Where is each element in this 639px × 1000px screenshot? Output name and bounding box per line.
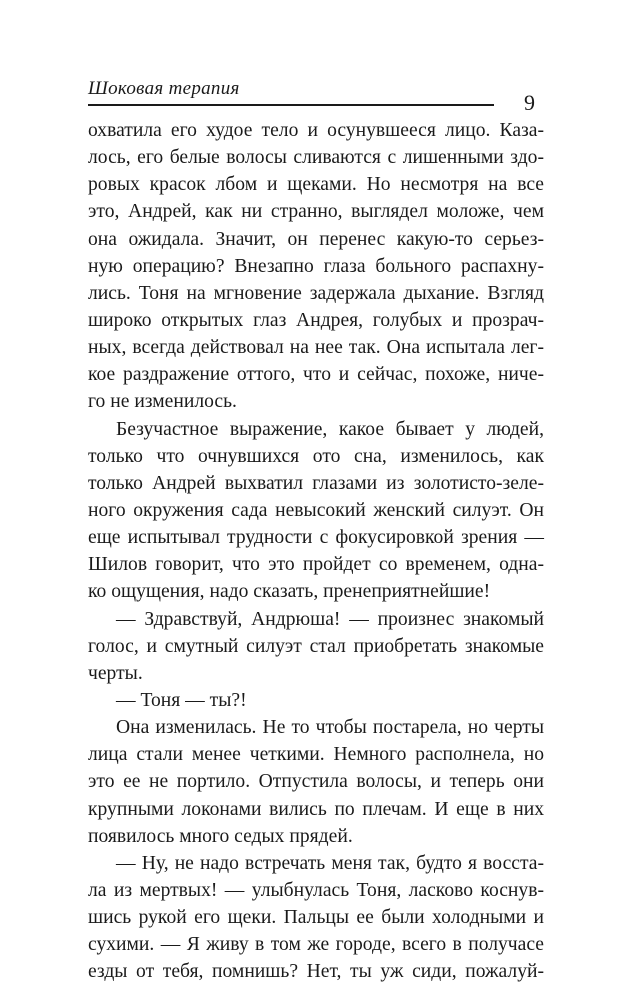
text-line: появилось много седых прядей. bbox=[88, 825, 353, 847]
text-line: крупными локонами вились по плечам. И еще в них bbox=[88, 798, 544, 820]
text-line: она ожидала. Значит, он перенес какую-то серьез- bbox=[88, 228, 544, 250]
text-line: ных, всегда действовал на нее так. Она испытала лег- bbox=[88, 337, 544, 359]
text-line: Шилов говорит, что это пройдет со временем, одна- bbox=[88, 554, 544, 576]
text-line: это, Андрей, как ни странно, выглядел моложе, чем bbox=[88, 201, 544, 223]
text-line: лось, его белые волосы сливаются с лишенными здо- bbox=[88, 147, 544, 169]
text-line: лица стали менее четкими. Немного располнела, но bbox=[88, 744, 544, 766]
text-line: го не изменилось. bbox=[88, 391, 237, 413]
text-line: — Тоня — ты?! bbox=[116, 689, 247, 711]
header-rule bbox=[88, 104, 494, 106]
page-number: 9 bbox=[524, 90, 535, 115]
text-line: Безучастное выражение, какое бывает у людей, bbox=[116, 418, 544, 440]
text-line: лись. Тоня на мгновение задержала дыхание. Взгляд bbox=[88, 282, 544, 304]
text-line: еще испытывал трудности с фокусировкой зрения — bbox=[88, 527, 544, 549]
text-line: шись рукой его щеки. Пальцы ее были холодными и bbox=[88, 907, 544, 929]
text-line: езды от тебя, помнишь? Нет, ты уж сиди, пожалуй- bbox=[88, 961, 544, 983]
text-line: ко ощущения, надо сказать, пренеприятнейшие! bbox=[88, 581, 491, 603]
text-line: ного окружения сада невысокий женский силуэт. Он bbox=[88, 499, 544, 521]
text-line: голос, и смутный силуэт стал приобретать знакомые bbox=[88, 635, 544, 657]
text-line: — Ну, не надо встречать меня так, будто я восста- bbox=[116, 852, 544, 874]
text-line: ную операцию? Внезапно глаза больного распахну- bbox=[88, 255, 544, 277]
text-line: ла из мертвых! — улыбнулась Тоня, ласково коснув- bbox=[88, 879, 544, 901]
running-title: Шоковая терапия bbox=[88, 78, 240, 99]
text-line: только что очнувшихся ото сна, изменилось, как bbox=[88, 445, 544, 467]
text-line: Она изменилась. Не то чтобы постарела, но черты bbox=[116, 717, 544, 739]
text-line: охватила его худое тело и осунувшееся лицо. Каза- bbox=[88, 120, 544, 141]
body-text bbox=[88, 117, 544, 986]
text-line: сухими. — Я живу в том же городе, всего в получасе bbox=[88, 934, 544, 956]
text-line: черты. bbox=[88, 662, 143, 684]
text-line: — Здравствуй, Андрюша! — произнес знакомый bbox=[116, 608, 544, 630]
text-line: широко открытых глаз Андрея, голубых и прозрач- bbox=[88, 309, 544, 331]
text-line: это ее не портило. Отпустила волосы, и теперь они bbox=[88, 771, 544, 793]
text-line: ровых красок лбом и щеками. Но несмотря на все bbox=[88, 174, 544, 196]
text-line: только Андрей выхватил глазами из золотисто-зеле- bbox=[88, 472, 544, 494]
text-line: кое раздражение оттого, что и сейчас, похоже, ниче- bbox=[88, 364, 544, 386]
